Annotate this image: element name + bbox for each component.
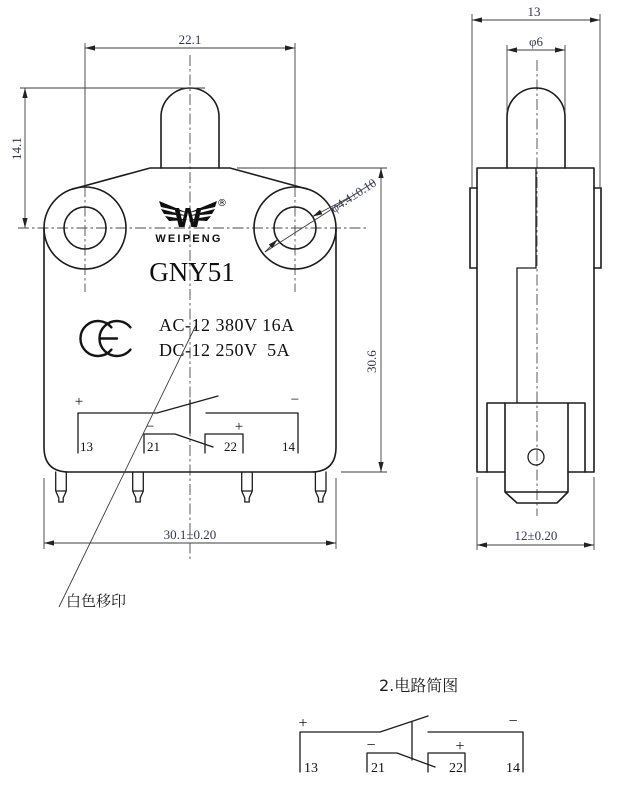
front-printed-circuit [75, 392, 299, 454]
print-plus-22: + [234, 419, 244, 435]
side-terminal-block [487, 403, 585, 503]
rating-ac: AC-12 380V 16A [159, 315, 295, 335]
brand-logo-icon [159, 201, 217, 234]
dim-bottom-width: 30.1±0.20 [163, 527, 217, 542]
side-view [470, 4, 601, 550]
ce-mark-icon [80, 321, 130, 356]
print-minus: − [290, 392, 300, 408]
brand-name: WEIPENG [155, 233, 223, 245]
side-parting-line [517, 168, 536, 403]
circuit-terminal-13: 13 [304, 761, 318, 776]
dim-side-bottom-width: 12±0.20 [514, 528, 558, 543]
dim-hole-diameter: φ4.4±0.10 [328, 175, 379, 216]
circuit-minus-21: − [366, 737, 376, 754]
dim-plunger-diameter: φ6 [528, 34, 544, 49]
print-terminal-21: 21 [147, 439, 160, 454]
circuit-minus: − [508, 713, 518, 730]
circuit-diagram [298, 676, 523, 776]
side-outline [470, 88, 601, 503]
callout-label: 白色移印 [66, 592, 127, 610]
rating-dc: DC-12 250V 5A [159, 340, 291, 360]
model-number: GNY51 [149, 257, 235, 287]
callout [59, 325, 196, 610]
circuit-plus: + [298, 715, 308, 732]
print-minus-21: − [145, 419, 155, 435]
dim-top-width: 22.1 [178, 32, 202, 47]
print-terminal-13: 13 [80, 439, 93, 454]
side-dimensions [472, 4, 600, 550]
circuit-terminal-22: 22 [449, 761, 463, 776]
terminal-hole [528, 449, 544, 465]
print-terminal-22: 22 [224, 439, 237, 454]
circuit-plus-22: + [455, 738, 465, 755]
dim-side-width: 13 [527, 4, 541, 19]
circuit-title: 2.电路简图 [379, 676, 459, 695]
side-plunger [507, 88, 565, 168]
circuit-lines [300, 716, 523, 772]
callout-leader-line [59, 325, 196, 607]
dim-left-height: 14.1 [9, 137, 24, 160]
print-terminal-14: 14 [282, 439, 295, 454]
circuit-terminal-14: 14 [506, 761, 520, 776]
front-markings [75, 198, 299, 454]
front-view [9, 32, 387, 562]
circuit-terminal-21: 21 [371, 761, 385, 776]
print-plus: + [74, 394, 84, 410]
front-pins [56, 472, 326, 502]
registered-trademark: ® [217, 198, 227, 209]
dim-right-height: 30.6 [364, 350, 379, 373]
brand-logo-letter: W [173, 204, 203, 234]
